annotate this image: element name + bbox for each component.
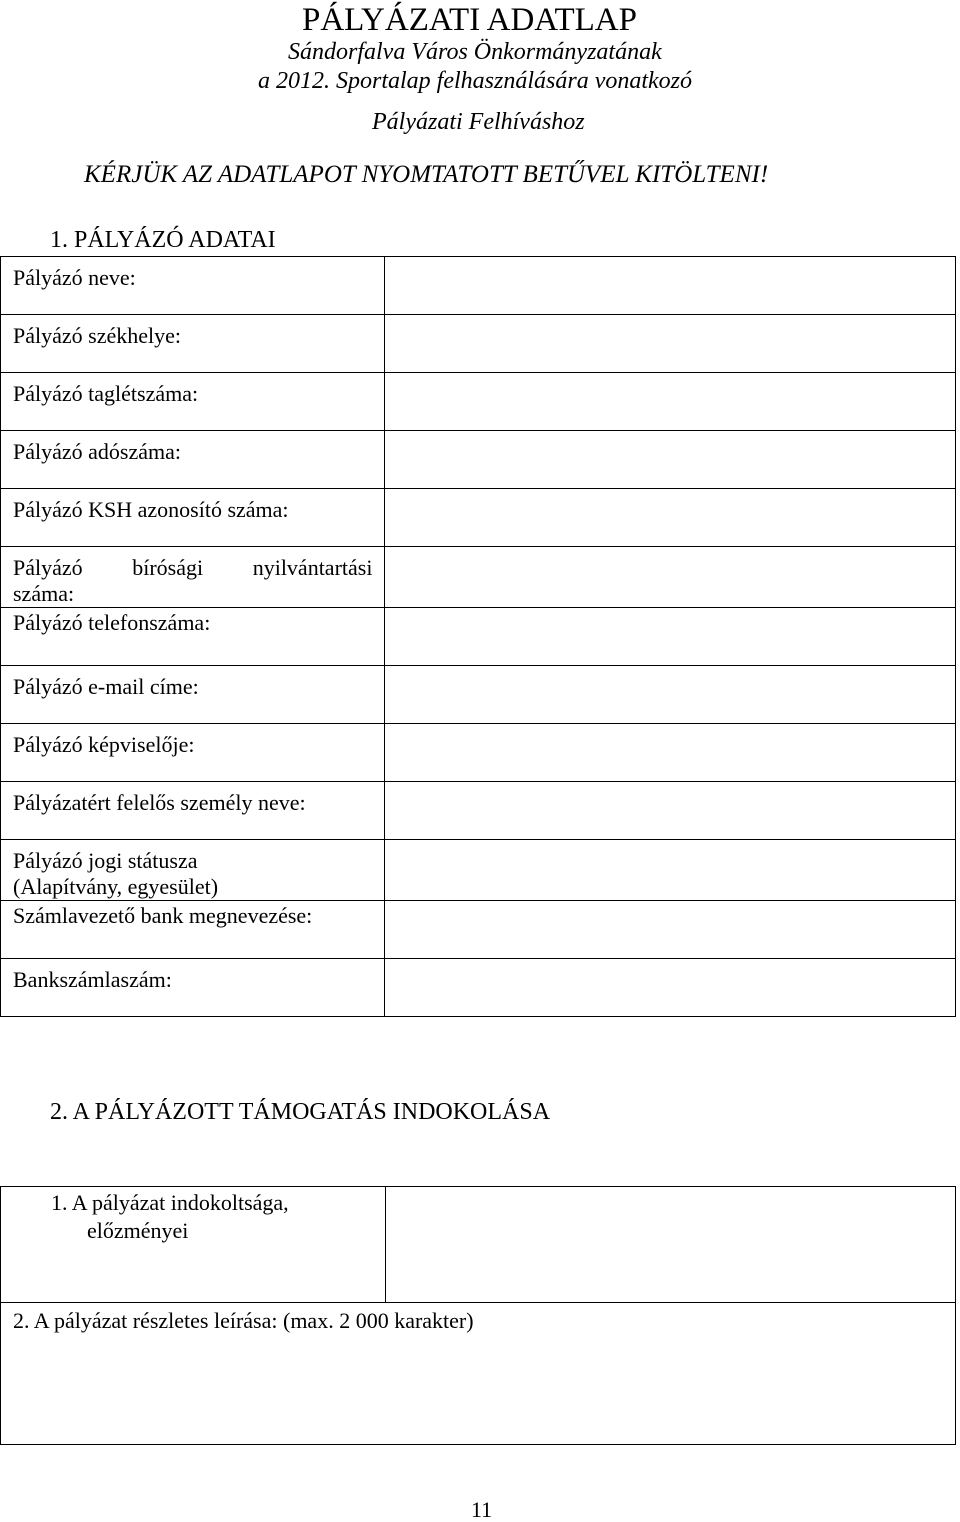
- subtitle-line-2: a 2012. Sportalap felhasználására vonatkozó: [258, 68, 693, 94]
- field-input-responsible-person[interactable]: [385, 782, 956, 840]
- field-input-court-registration[interactable]: [385, 547, 956, 608]
- detailed-description-field[interactable]: [1, 1303, 956, 1445]
- legal-status-line-2: (Alapítvány, egyesület): [13, 874, 219, 899]
- applicant-data-table: [0, 256, 956, 1017]
- justification-label: [1, 1187, 386, 1303]
- field-input-ksh-id[interactable]: [385, 489, 956, 547]
- field-input-seat[interactable]: [385, 315, 956, 373]
- subtitle-line-1: Sándorfalva Város Önkormányzatának: [288, 39, 662, 65]
- field-label-ksh-id: Pályázó KSH azonosító száma:: [1, 489, 385, 547]
- field-label-name: Pályázó neve:: [1, 257, 385, 315]
- field-input-tax-number[interactable]: [385, 431, 956, 489]
- justification-input[interactable]: [386, 1187, 956, 1303]
- field-label-phone: Pályázó telefonszáma:: [1, 608, 385, 666]
- document-title: PÁLYÁZATI ADATLAP: [302, 2, 637, 38]
- field-label-legal-status: [1, 840, 385, 901]
- field-input-bank-account[interactable]: [385, 959, 956, 1017]
- justification-table: [0, 1186, 956, 1445]
- field-label-seat: Pályázó székhelye:: [1, 315, 385, 373]
- subtitle-line-3: Pályázati Felhíváshoz: [372, 109, 585, 135]
- fill-instruction: KÉRJÜK AZ ADATLAPOT NYOMTATOTT BETŰVEL KITÖLTENI!: [84, 161, 769, 188]
- page-number: 11: [471, 1497, 493, 1522]
- field-label-bank-name: Számlavezető bank megnevezése:: [1, 901, 385, 959]
- field-input-bank-name[interactable]: [385, 901, 956, 959]
- field-input-representative[interactable]: [385, 724, 956, 782]
- legal-status-line-1: Pályázó jogi státusza: [13, 848, 198, 873]
- field-label-email: Pályázó e-mail címe:: [1, 666, 385, 724]
- field-input-legal-status[interactable]: [385, 840, 956, 901]
- field-input-email[interactable]: [385, 666, 956, 724]
- justification-label-line-1: 1. A pályázat indokoltsága,: [51, 1190, 289, 1215]
- field-label-membership: Pályázó taglétszáma:: [1, 373, 385, 431]
- field-label-bank-account: Bankszámlaszám:: [1, 959, 385, 1017]
- field-label-responsible-person: Pályázatért felelős személy neve:: [1, 782, 385, 840]
- section-2-heading: 2. A PÁLYÁZOTT TÁMOGATÁS INDOKOLÁSA: [50, 1099, 551, 1125]
- field-input-name[interactable]: [385, 257, 956, 315]
- field-label-tax-number: Pályázó adószáma:: [1, 431, 385, 489]
- court-registration-line-2: száma:: [13, 581, 75, 606]
- detailed-description-label: 2. A pályázat részletes leírása: (max. 2 000 karakter): [13, 1308, 474, 1333]
- court-registration-line-1: Pályázó bírósági nyilvántartási: [13, 555, 373, 580]
- field-input-phone[interactable]: [385, 608, 956, 666]
- field-label-court-registration: [1, 547, 385, 608]
- field-input-membership[interactable]: [385, 373, 956, 431]
- justification-label-line-2: előzményei: [87, 1218, 189, 1243]
- section-1-heading: 1. PÁLYÁZÓ ADATAI: [50, 227, 276, 253]
- field-label-representative: Pályázó képviselője:: [1, 724, 385, 782]
